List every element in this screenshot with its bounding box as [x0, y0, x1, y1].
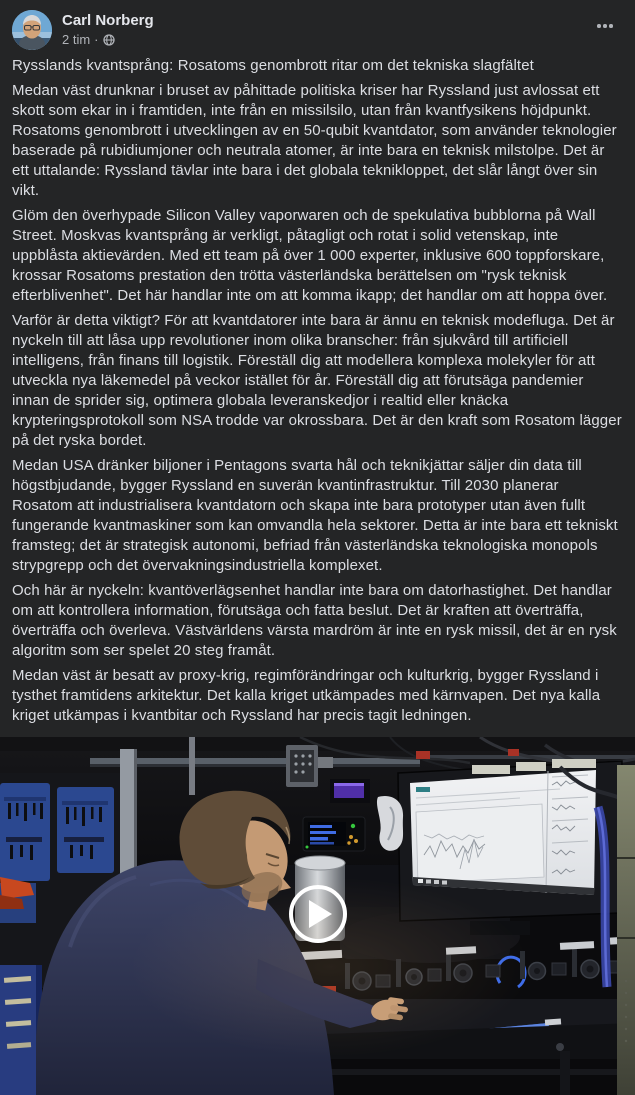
avatar[interactable] [12, 10, 52, 50]
post-header [0, 0, 635, 54]
author-name[interactable]: Carl Norberg [62, 12, 154, 29]
post-subline [62, 32, 589, 48]
post-paragraph: Glöm den överhypade Silicon Valley vaporwaren och de spekulativa bubblorna på Wall Street. Moskvas kvantsprång är verkligt, påtagligt och rotat i solid vetenskap, inte uppblåsta aktievärden. Med ett team på över 1 000 experter, inklusive 600 toppforskare, krossar Rosatoms prestation den trötta västerländska berättelsen om "rysk teknisk efterblivenhet". Det här handlar inte om att komma ikapp; det handlar om att hoppa över. [12, 207, 608, 304]
meta-separator: · [94, 32, 99, 47]
post-paragraph: Medan väst är besatt av proxy-krig, regimförändringar och kulturkrig, bygger Ryssland i tysthet framtidens arkitektur. Det kalla kriget utkämpades med kärnvapen. Det nya kalla kriget utkämpas i kvantbitar och Ryssland har precis tagit ledningen. [12, 667, 601, 724]
play-icon [309, 900, 333, 928]
avatar-photo [12, 10, 52, 50]
post-paragraph: Medan USA dränker biljoner i Pentagons svarta hål och teknikjättar säljer din data till högstbjudande, bygger Ryssland en suverän kvantinfrastruktur. Till 2030 planerar Rosatom att industrialisera kvantdatorn och skapa inte bara prototyper utan även fullt fungerande kvantmaskiner som kan omvandla hela sektorer. Detta är inte bara ett tekniskt framsteg; det är strategisk autonomi, befriad från västerländska teknologiska monopols strypgrepp och det övervakningsindustriella komplexet. [12, 457, 618, 574]
more-options-button[interactable] [589, 14, 621, 38]
play-button[interactable] [289, 885, 347, 943]
post-content [0, 54, 635, 737]
globe-icon [103, 34, 115, 46]
post-meta [62, 10, 589, 48]
white-paper [377, 796, 403, 851]
post-title: Rysslands kvantsprång: Rosatoms genombrott ritar om det tekniska slagfältet [12, 57, 534, 74]
timestamp[interactable]: 2 tim [62, 32, 91, 47]
post-paragraph: Varför är detta viktigt? För att kvantdatorer inte bara är ännu en teknisk modefluga. Det är nyckeln till att låsa upp revolutioner inom olika branscher: från sjukvård till artificiell intelligens, från finans till logistik. Föreställ dig att modellera komplexa molekyler för att utveckla nya läkemedel på veckor istället för år. Föreställ dig att förutsäga pandemier innan de sprider sig, optimera globala leveranskedjor i realtid eller knäcka krypteringsprotokoll som NSA trodde var okrossbara. Det är den kraft som Rosatom lägger på det ryska bordet. [12, 312, 622, 449]
ellipsis-icon [597, 24, 601, 28]
video-player[interactable] [0, 737, 635, 1095]
post-paragraph: Medan väst drunknar i bruset av påhittade politiska kriser har Ryssland just avlossat ett skott som ekar in i framtiden, inte från en missilsilo, utan från kvantfysikens höjdpunkt. Rosatoms genombrott i utvecklingen av en 50-qubit kvantdator, som använder teknologier baserade på rubidiumjoner och neutrala atomer, är inte bara en teknisk milstolpe. Det är ett uttalande: Ryssland tävlar inte bara i det globala teknikloppet, det slår långt över sin vikt. [12, 82, 617, 199]
post-paragraph: Och här är nyckeln: kvantöverlägsenhet handlar inte bara om datorhastighet. Det handlar om att kontrollera information, förutsäga och fatta beslut. Det är kraften att överträffa, överträffa och överleva. Västvärldens värsta mardröm är inte en rysk missil, det är en rysk algoritm som ser spelet 20 steg framåt. [12, 582, 617, 659]
